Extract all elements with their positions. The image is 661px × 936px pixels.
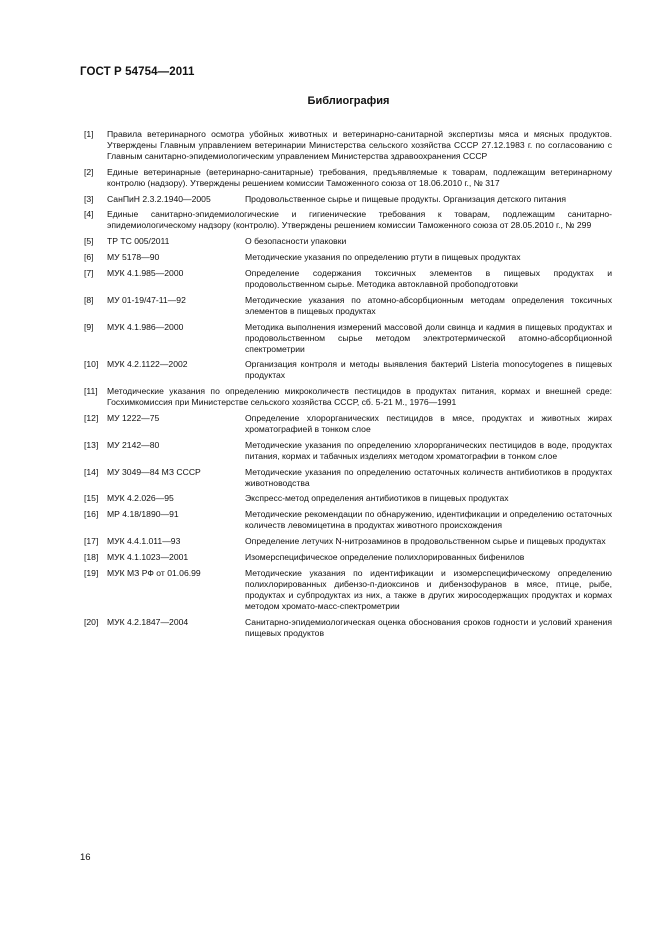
entry-number: [16]: [84, 509, 99, 520]
entry-title: Определение летучих N-нитрозаминов в продовольственном сырье и пищевых продуктах: [245, 536, 606, 547]
entry-title: Определение содержания токсичных элементов в пищевых продуктах и продовольственном сырье. Методика автоклавной пробоподготовки: [245, 268, 612, 289]
entry-title: Методические рекомендации по обнаружению, идентификации и определению остаточных количеств левомицетина в продуктах животного происхождения: [245, 509, 612, 531]
standard-code-header: ГОСТ Р 54754—2011: [80, 66, 195, 78]
entry-document-code: МУК 4.2.1122—2002: [107, 359, 188, 370]
entry-document-code: МУ 3049—84 МЗ СССР: [107, 466, 201, 477]
entry-document-code: МУК 4.1.985—2000: [107, 268, 184, 279]
bibliography-entry: [84, 386, 612, 408]
entry-document-code: МУК 4.2.026—95: [107, 493, 174, 504]
bibliography-entry: [84, 194, 612, 205]
page-number: 16: [80, 852, 91, 863]
entry-number: [6]: [84, 252, 94, 263]
bibliography-entry: [84, 509, 612, 531]
entry-document-code: МУК 4.1.1023—2001: [107, 552, 189, 563]
entry-title: О безопасности упаковки: [245, 236, 347, 247]
bibliography-title: Библиография: [307, 95, 390, 107]
entry-document-code: СанПиН 2.3.2.1940—2005: [107, 193, 211, 204]
entry-document-code: МУК 4.1.986—2000: [107, 321, 184, 332]
entry-title: Санитарно-эпидемиологическая оценка обоснования сроков годности и условий хранения пищевых продуктов: [245, 616, 612, 638]
entry-document-code: МР 4.18/1890—91: [107, 509, 179, 520]
entry-number: [2]: [84, 166, 94, 177]
entry-number: [17]: [84, 536, 99, 547]
bibliography-entry: [84, 413, 612, 435]
entry-title: Методические указания по определению ртути в пищевых продуктах: [245, 252, 521, 263]
entry-title: Экспресс-метод определения антибиотиков в пищевых продуктах: [245, 493, 509, 504]
bibliography-entry: [84, 268, 612, 290]
entry-text: Методические указания по определению микроколичеств пестицидов в продуктах питания, кормах и внешней среде: Госхимкомиссия при Министерстве сельского хозяйства СССР, сб. 5-21 М., 1976—1991: [107, 386, 612, 408]
entry-number: [9]: [84, 321, 94, 332]
entry-title: Организация контроля и методы выявления бактерий Listeria monocytogenes в пищевых продуктах: [245, 359, 612, 381]
entry-title: Продовольственное сырье и пищевые продукты. Организация детского питания: [245, 193, 566, 204]
entry-number: [8]: [84, 294, 94, 305]
entry-title: Методические указания по определению остаточных количеств антибиотиков в продуктах животноводства: [245, 466, 612, 488]
entry-number: [3]: [84, 193, 94, 204]
entry-number: [7]: [84, 268, 94, 279]
entry-document-code: МУ 1222—75: [107, 413, 160, 424]
bibliography-entry: [84, 209, 612, 231]
entry-number: [15]: [84, 493, 99, 504]
entry-number: [11]: [84, 386, 98, 397]
entry-number: [13]: [84, 439, 99, 450]
bibliography-entry: [84, 568, 612, 612]
entry-document-code: МУК 4.4.1.011—93: [107, 536, 181, 547]
bibliography-entry: [84, 295, 612, 317]
entry-number: [14]: [84, 466, 99, 477]
bibliography-entry: [84, 617, 612, 639]
bibliography-entry: [84, 552, 612, 563]
entry-number: [19]: [84, 568, 99, 578]
entry-text: Единые санитарно-эпидемиологические и гигиенические требования к товарам, подлежащим санитарно-эпидемиологическому надзору (контролю). Утверждены решением комиссии Таможенного союза от 28.05.2010 г., № 299: [107, 209, 612, 231]
entry-number: [5]: [84, 236, 94, 247]
bibliography-entry: [84, 322, 612, 355]
entry-number: [10]: [84, 359, 99, 370]
bibliography-entry: [84, 129, 612, 162]
bibliography-entry: [84, 440, 612, 462]
entry-document-code: МУ 01-19/47-11—92: [107, 294, 186, 305]
entry-title: Методические указания по определению хлорорганических пестицидов в воде, продуктах питания, кормах и табачных изделиях методом хроматографии в тонком слое: [245, 439, 612, 461]
entry-text: Единые ветеринарные (ветеринарно-санитарные) требования, предъявляемые к товарам, подлежащим ветеринарному контролю (надзору). Утверждены решением комиссии Таможенного союза от 18.06.2010 г., № 317: [107, 166, 612, 188]
entry-title: Методика выполнения измерений массовой доли свинца и кадмия в пищевых продуктах и продовольственном сырье методом электротермической атомно-абсорбционной спектрометрии: [245, 321, 612, 354]
bibliography-entry: [84, 493, 612, 504]
entry-title: Изомерспецифическое определение полихлорированных бифенилов: [245, 552, 525, 563]
entry-number: [20]: [84, 616, 99, 627]
entry-number: [12]: [84, 413, 99, 424]
entry-number: [18]: [84, 552, 99, 563]
entry-number: [4]: [84, 209, 94, 220]
bibliography-entry: [84, 167, 612, 189]
entry-title: Методические указания по идентификации и изомерспецифическому определению полихлорированных дибензо-п-диоксинов и дибензофуранов в мясе, птице, рыбе, продуктах и субпродуктах из них, а также в других жиросодержащих продуктах и кормах методом хромато-масс-спектрометрии: [245, 568, 612, 611]
entry-title: Методические указания по атомно-абсорбционным методам определения токсичных элементов в пищевых продуктах: [245, 294, 612, 316]
bibliography-entry: [84, 467, 612, 489]
entry-document-code: МУК 4.2.1847—2004: [107, 616, 189, 627]
entry-number: [1]: [84, 129, 94, 139]
entry-title: Определение хлорорганических пестицидов в мясе, продуктах и животных жирах хроматографией в тонком слое: [245, 413, 612, 434]
bibliography-list: [84, 129, 612, 643]
entry-document-code: МУК МЗ РФ от 01.06.99: [107, 568, 201, 578]
bibliography-entry: [84, 359, 612, 381]
entry-document-code: МУ 5178—90: [107, 252, 160, 263]
entry-document-code: ТР ТС 005/2011: [107, 236, 170, 247]
bibliography-entry: [84, 536, 612, 547]
bibliography-entry: [84, 252, 612, 263]
entry-text: Правила ветеринарного осмотра убойных животных и ветеринарно-санитарной экспертизы мяса и мясных продуктов. Утверждены Главным управлением ветеринарии Министерства сельского хозяйства СССР 27.12.1983 г. по согласованию с Главным санитарно-эпидемиологическим управлением Министерства здравоохранения СССР: [107, 129, 612, 161]
entry-document-code: МУ 2142—80: [107, 439, 160, 450]
bibliography-entry: [84, 236, 612, 247]
